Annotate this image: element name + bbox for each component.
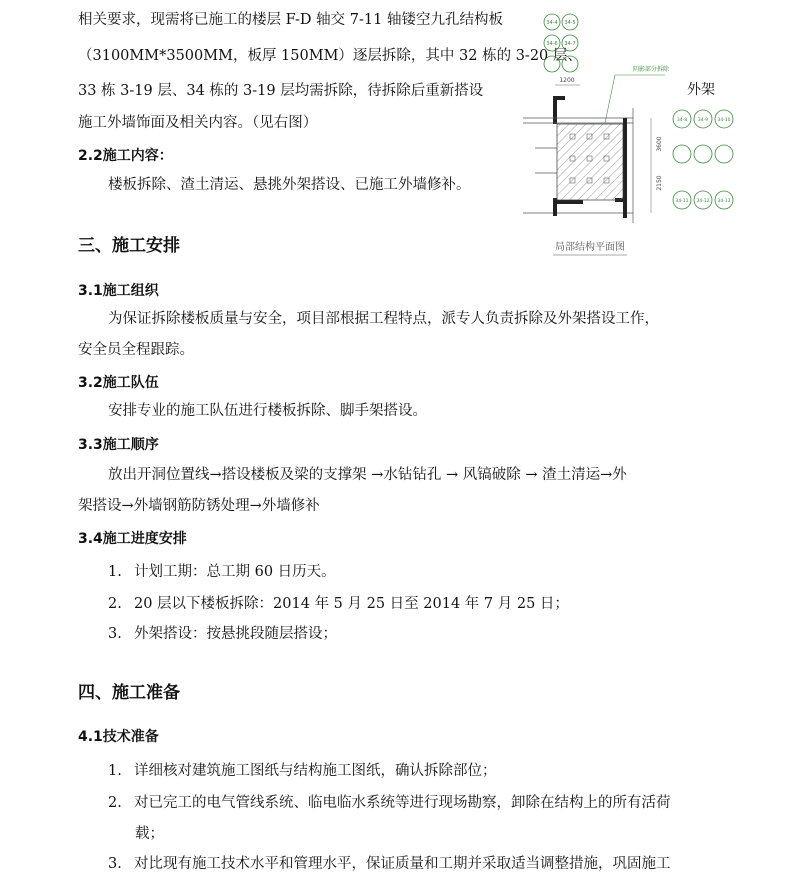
list-item xyxy=(108,791,671,812)
list-number: 2. xyxy=(108,795,122,811)
list-number: 1. xyxy=(108,763,122,779)
axis-label: 34-9 xyxy=(697,118,709,123)
section-3-1-line-1: 为保证拆除楼板质量与安全，项目部根据工程特点，派专人负责拆除及外架搭设工作， xyxy=(108,311,659,327)
axis-bubble xyxy=(562,56,578,72)
list-text: 详细核对建筑施工图纸与结构施工图纸，确认拆除部位； xyxy=(134,763,497,779)
section-3-3-line-1: 放出开洞位置线→搭设楼板及梁的支撑架 →水钻钻孔 → 风镐破除 → 渣土清运→外 xyxy=(108,467,627,483)
axis-label: 34-7 xyxy=(564,41,576,47)
list-item xyxy=(108,560,336,581)
demolish-label: 阴影部分拆除 xyxy=(633,66,670,73)
axis-bubble xyxy=(544,56,560,72)
section-2-2-heading: 2.2施工内容： xyxy=(78,148,173,164)
structure-plan-figure xyxy=(515,8,755,263)
dimension-width: 1200 xyxy=(559,77,575,84)
list-item xyxy=(108,622,337,643)
leader-line xyxy=(605,75,615,123)
demolished-slab xyxy=(557,124,623,200)
intro-line-3: 33 栋 3-19 层、34 栋的 3-19 层均需拆除，待拆除后重新搭设 xyxy=(78,83,484,99)
section-3-3-heading: 3.3施工顺序 xyxy=(78,437,159,453)
axis-label: 34-6 xyxy=(546,41,558,47)
list-text: 对比现有施工技术水平和管理水平，保证质量和工期并采取适当调整措施，巩固施工 xyxy=(134,856,671,872)
axis-label: 34-10 xyxy=(717,118,731,123)
intro-line-1: 相关要求，现需将已施工的楼层 F-D 轴交 7-11 轴镂空九孔结构板 xyxy=(78,12,503,28)
list-number: 2. xyxy=(108,596,122,612)
dimension-h1: 3600 xyxy=(656,136,663,152)
section-4-heading: 四、施工准备 xyxy=(78,683,180,703)
list-text: 外架搭设：按悬挑段随层搭设； xyxy=(134,626,337,642)
axis-label: 34-11 xyxy=(675,199,689,204)
section-3-2-heading: 3.2施工队伍 xyxy=(78,375,159,391)
list-number: 3. xyxy=(108,626,122,642)
section-3-1-heading: 3.1施工组织 xyxy=(78,283,159,299)
axis-bubble xyxy=(562,14,578,30)
list-number: 1. xyxy=(108,564,122,580)
section-3-4-heading: 3.4施工进度安排 xyxy=(78,531,187,547)
outer-scaffold-label: 外架 xyxy=(687,82,715,98)
list-text: 对已完工的电气管线系统、临电临水系统等进行现场勘察，卸除在结构上的所有活荷 xyxy=(134,795,671,811)
list-text: 20 层以下楼板拆除：2014 年 5 月 25 日至 2014 年 7 月 25 日； xyxy=(134,596,569,612)
section-3-1-line-2: 安全员全程跟踪。 xyxy=(78,342,194,358)
figure-caption: 局部结构平面图 xyxy=(555,242,625,253)
section-3-3-line-2: 架搭设→外墙钢筋防锈处理→外墙修补 xyxy=(78,498,320,514)
section-3-heading: 三、施工安排 xyxy=(78,236,180,256)
axis-label: 34-4 xyxy=(546,20,558,26)
list-text: 计划工期：总工期 60 日历天。 xyxy=(134,564,336,580)
intro-line-4: 施工外墙饰面及相关内容。（见右图） xyxy=(78,115,318,131)
list-number: 3. xyxy=(108,856,122,872)
list-item-continuation: 载； xyxy=(135,826,164,842)
axis-label: 34-12 xyxy=(696,199,710,204)
axis-bubbles-right xyxy=(673,110,733,209)
section-2-2-body: 楼板拆除、渣土清运、悬挑外架搭设、已施工外墙修补。 xyxy=(108,177,471,193)
section-4-1-heading: 4.1技术准备 xyxy=(78,729,159,745)
intro-line-2: （3100MM*3500MM，板厚 150MM）逐层拆除，其中 32 栋的 3-20 层、 xyxy=(78,48,582,64)
axis-bubbles-top xyxy=(544,14,578,72)
axis-bubble xyxy=(544,14,560,30)
section-3-2-body: 安排专业的施工队伍进行楼板拆除、脚手架搭设。 xyxy=(108,403,427,419)
axis-label: 34-8 xyxy=(676,118,688,123)
axis-label: 34-13 xyxy=(717,199,731,204)
axis-bubble xyxy=(544,35,560,51)
list-item xyxy=(108,759,497,780)
axis-bubble xyxy=(562,35,578,51)
dimension-h2: 2150 xyxy=(656,175,663,191)
list-item xyxy=(108,852,671,873)
list-item xyxy=(108,592,569,613)
axis-label: 34-5 xyxy=(564,20,576,26)
